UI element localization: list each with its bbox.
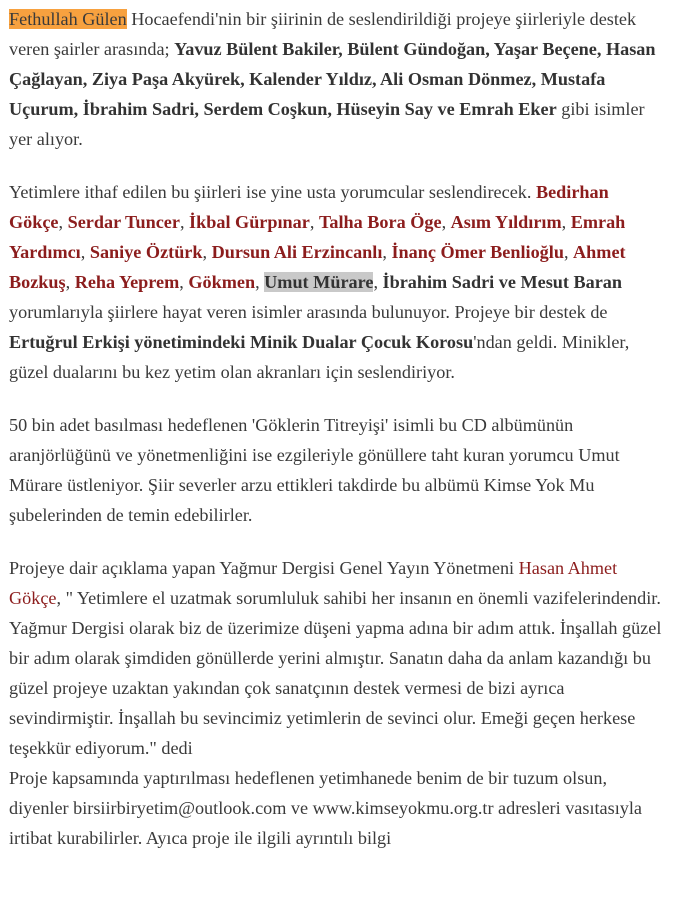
poets-list: Yavuz Bülent Bakiler, Bülent Gündoğan, Yaşar Beçene, Hasan Çağlayan, Ziya Paşa Akyürek, Kalender Yıldız, Ali Osman Dönmez, Mustafa Uçurum, İbrahim Sadri, Serdem Coşkun, Hüseyin Say ve Emrah Eker: [9, 39, 656, 119]
text-segment: yorumlarıyla şiirlere hayat veren isimler arasında bulunuyor. Projeye bir destek de: [9, 302, 608, 322]
editor-link[interactable]: Hasan Ahmet Gökçe: [9, 558, 618, 608]
highlighted-performer: Umut Mürare: [264, 272, 374, 292]
text-segment: Projeye dair açıklama yapan Yağmur Dergisi Genel Yayın Yönetmeni: [9, 558, 519, 578]
performer-link[interactable]: Gökmen: [188, 272, 256, 292]
paragraph-contact: [9, 763, 664, 853]
performer-link[interactable]: Bedirhan Gökçe: [9, 182, 609, 232]
performer-link[interactable]: Asım Yıldırım: [450, 212, 562, 232]
text-segment: Hocaefendi'nin bir şiirinin de seslendirildiği projeye şiirleriyle destek veren şairler arasında;: [9, 9, 637, 59]
performer-link[interactable]: Saniye Öztürk: [89, 242, 203, 262]
performer-link[interactable]: Dursun Ali Erzincanlı: [211, 242, 383, 262]
performer-link[interactable]: Ahmet Bozkuş: [9, 242, 626, 292]
highlighted-name: Fethullah Gülen: [9, 9, 127, 29]
performer-link[interactable]: Emrah Yardımcı: [9, 212, 626, 262]
text-segment: gibi isimler yer alıyor.: [9, 99, 645, 149]
performer-link[interactable]: İkbal Gürpınar: [189, 212, 310, 232]
paragraph-poets: [9, 4, 664, 154]
paragraph-album: [9, 410, 664, 530]
text-segment: Yetimlere ithaf edilen bu şiirleri ise yine usta yorumcular seslendirecek.: [9, 182, 536, 202]
text-segment: 50 bin adet basılması hedeflenen 'Göklerin Titreyişi' isimli bu CD albümünün aranjörlüğünü ve yönetmenliğini ise ezgileriyle gönüllere taht kuran yorumcu Umut Mürare üstleniyor. Şiir severler arzu ettikleri takdirde bu albümü Kimse Yok Mu şubelerinden de temin edebilirler.: [9, 415, 620, 525]
text-segment: Proje kapsamında yaptırılması hedeflenen yetimhanede benim de bir tuzum olsun, diyenler birsiirbiryetim@outlook.com ve www.kimseyokmu.org.tr adresleri vasıtasıyla irtibat kurabilirler. Ayıca proje ile ilgili ayrıntılı bilgi: [9, 768, 642, 848]
performers-tail: İbrahim Sadri ve Mesut Baran: [382, 272, 623, 292]
paragraph-statement: [9, 553, 664, 763]
quote-text: , " Yetimlere el uzatmak sorumluluk sahibi her insanın en önemli vazifelerindendir. Yağmur Dergisi olarak biz de üzerimize düşeni yapma adına bir adım attık. İnşallah güzel bir adım olarak şimdiden gönüllerde yerini almıştır. Sanatın daha da anlam kazandığı bu güzel projeye uzaktan yakından çok sanatçının destek vermesi de bizi ayrıca sevindirmiştir. İnşallah bu sevincimiz yetimlerin de sevinci olur. Emeği geçen herkese teşekkür ediyorum." dedi: [9, 588, 662, 758]
paragraph-performers: Yetimlere ithaf edilen bu şiirleri ise yine usta yorumcular seslendirecek. Bedirhan Gökçe, Serdar Tuncer, İkbal Gürpınar, Talha Bora Öge, Asım Yıldırım, Emrah Yardımcı, Saniye Öztürk, Dursun Ali Erzincanlı, İnanç Ömer Benlioğlu, Ahmet Bozkuş, Reha Yeprem, Gökmen, Umut Mürare, İbrahim Sadri ve Mesut Baran yorumlarıyla şiirlere hayat veren isimler arasında bulunuyor. Projeye bir destek de Ertuğrul Erkişi yönetimindeki Minik Dualar Çocuk Korosu'ndan geldi. Minikler, güzel dualarını bu kez yetim olan akranları için seslendiriyor.: [9, 182, 630, 382]
performer-link[interactable]: Serdar Tuncer: [67, 212, 180, 232]
performer-link[interactable]: Talha Bora Öge: [318, 212, 442, 232]
choir-name: Ertuğrul Erkişi yönetimindeki Minik Dualar Çocuk Korosu: [9, 332, 474, 352]
performer-link[interactable]: Reha Yeprem: [74, 272, 180, 292]
text-segment: 'ndan geldi. Minikler, güzel dualarını bu kez yetim olan akranları için seslendiriyor.: [9, 332, 630, 382]
performer-link[interactable]: İnanç Ömer Benlioğlu: [391, 242, 564, 262]
